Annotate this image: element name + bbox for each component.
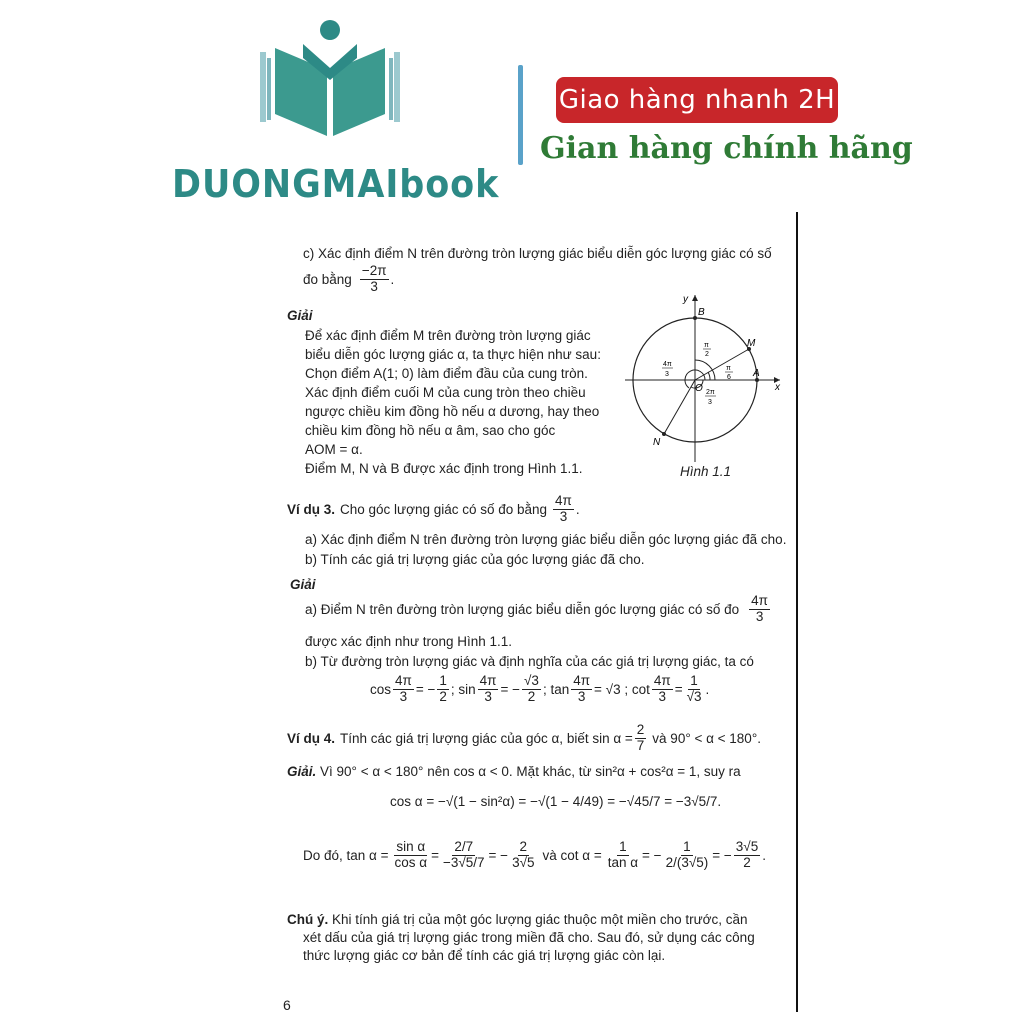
angle-pi2-num: π xyxy=(704,342,709,349)
giai1-line: AOM = α. xyxy=(305,442,363,457)
frac-numerator: 4π xyxy=(751,593,768,608)
tan-cot-formula: Do đó, tan α = $\frac{\text{sin α}}{\text{cos α}}$ = $\frac{2/7}{-3√5/7}$ = − $\frac{2}{3√5}$ và cot α = $\frac{1}{\text{tan α}}$ = − $\frac{1}{2/(3√5)}$ = − $\frac{3√5}{2}$ . xyxy=(303,839,766,870)
giai1-line: Chọn điểm A(1; 0) làm điểm đầu của cung tròn. xyxy=(305,366,588,381)
page-edge-line xyxy=(796,212,798,1012)
frac-denominator: 3 xyxy=(370,278,378,294)
origin-label: O xyxy=(695,383,703,394)
giai2-a2: được xác định như trong Hình 1.1. xyxy=(305,634,513,649)
brand-name: DUONGMAIbook xyxy=(172,162,500,206)
vd3-part-a: a) Xác định điểm N trên đường tròn lượng giác biểu diễn góc lượng giác đã cho. xyxy=(305,532,787,547)
header-divider xyxy=(518,65,523,165)
vd3-part-b: b) Tính các giá trị lượng giác của góc lượng giác đã cho. xyxy=(305,552,645,567)
point-m-label: M xyxy=(747,338,756,349)
frac-denominator: 7 xyxy=(636,737,645,753)
vd4-text: Tính các giá trị lượng giác của góc α, biết sin α = xyxy=(340,730,633,746)
y-axis-label: y xyxy=(683,294,688,305)
vd4-fraction xyxy=(635,723,647,754)
note-line2: xét dấu của giá trị lượng giác trong miền đã cho. Sau đó, sử dụng các công xyxy=(303,930,755,945)
giai1-line: chiều kim đồng hồ nếu α âm, sao cho góc xyxy=(305,423,556,438)
note-text: Khi tính giá trị của một góc lượng giác thuộc một miền cho trước, cần xyxy=(332,912,748,927)
point-b-label: B xyxy=(698,307,705,318)
note-label: Chú ý. xyxy=(287,912,329,927)
giai2-a-line xyxy=(305,594,772,625)
angle-pi2-den: 2 xyxy=(705,351,709,358)
giai1-line: ngược chiều kim đồng hồ nếu α dương, hay theo xyxy=(305,404,600,419)
angle-4pi3-num: 4π xyxy=(663,361,672,368)
part-c-line2: đo bằng $\frac{-2\pi}{3}$ . xyxy=(303,263,395,294)
giai2-b: b) Từ đường tròn lượng giác và định nghĩa của các giá trị lượng giác, ta có xyxy=(305,654,754,669)
giai2-heading: Giải xyxy=(290,577,316,592)
tan-prefix: Do đó, tan α = xyxy=(303,847,389,863)
x-axis-label: x xyxy=(775,382,780,393)
part-c-prefix: đo bằng xyxy=(303,271,352,287)
delivery-badge: Giao hàng nhanh 2H xyxy=(556,77,838,123)
note-line3: thức lượng giác cơ bản để tính các giá trị lượng giác còn lại. xyxy=(303,948,666,963)
vd4-label: Ví dụ 4. xyxy=(287,730,336,746)
part-c-fraction xyxy=(360,264,389,295)
figure-caption: Hình 1.1 xyxy=(680,464,732,479)
cos-formula: cos α = −√(1 − sin²α) = −√(1 − 4/49) = −√45/7 = −3√5/7. xyxy=(390,794,722,809)
frac-numerator: −2π xyxy=(361,263,387,278)
angle-pi6-num: π xyxy=(726,365,731,372)
frac-denominator: 3 xyxy=(559,508,568,524)
giai3-label: Giải. xyxy=(287,764,317,779)
angle-4pi3-den: 3 xyxy=(665,371,669,378)
point-a-label: A xyxy=(753,368,760,379)
vd3-line: Ví dụ 3. Cho góc lượng giác có số đo bằng $\frac{4\pi}{3}$ . xyxy=(287,493,580,524)
vd4-condition: và 90° < α < 180°. xyxy=(652,730,761,746)
giai1-heading: Giải xyxy=(287,308,313,323)
vd3-text: Cho góc lượng giác có số đo bằng xyxy=(340,501,548,517)
vd3-fraction xyxy=(553,494,574,525)
giai1-line: Điểm M, N và B được xác định trong Hình 1.1. xyxy=(305,461,583,476)
unit-circle-figure xyxy=(625,292,785,467)
book-logo-icon xyxy=(255,18,405,140)
point-n-label: N xyxy=(653,437,661,448)
part-c-line1: c) Xác định điểm N trên đường tròn lượng giác biểu diễn góc lượng giác có số xyxy=(303,246,772,261)
frac-numerator: 2 xyxy=(636,722,645,737)
angle-2pi3-den: 3 xyxy=(708,399,712,406)
giai1-line: Xác định điểm cuối M của cung tròn theo chiều xyxy=(305,385,586,400)
giai1-line: biểu diễn góc lượng giác α, ta thực hiện như sau: xyxy=(305,347,601,362)
frac-numerator: 4π xyxy=(555,493,572,508)
note-line1 xyxy=(287,910,748,929)
tagline: Gian hàng chính hãng xyxy=(540,131,913,166)
cot-prefix: và cot α = xyxy=(542,847,602,863)
vd3-label: Ví dụ 3. xyxy=(287,501,336,517)
vd4-line xyxy=(287,723,761,754)
giai2-fraction xyxy=(749,594,770,625)
trig-values-formula: cos $\frac{4\pi}{3}$ = − $\frac{1}{2}$ ; sin $\frac{4\pi}{3}$ = − $\frac{√3}{2}$ ; tan $\frac{4\pi}{3}$ = √3 ; cot $\frac{4\pi}{3}$ = $\frac{1}{√3}$ . xyxy=(370,673,710,704)
giai1-line: Để xác định điểm M trên đường tròn lượng giác xyxy=(305,328,591,343)
giai2-a-text: a) Điểm N trên đường tròn lượng giác biểu diễn góc lượng giác có số đo xyxy=(305,601,740,617)
giai3-text: Vì 90° < α < 180° nên cos α < 0. Mặt khác, từ sin²α + cos²α = 1, suy ra xyxy=(320,764,741,779)
angle-2pi3-num: 2π xyxy=(706,389,715,396)
page-number: 6 xyxy=(283,997,291,1013)
giai3-line xyxy=(287,762,741,781)
frac-denominator: 3 xyxy=(755,608,764,624)
angle-pi6-den: 6 xyxy=(727,374,731,381)
